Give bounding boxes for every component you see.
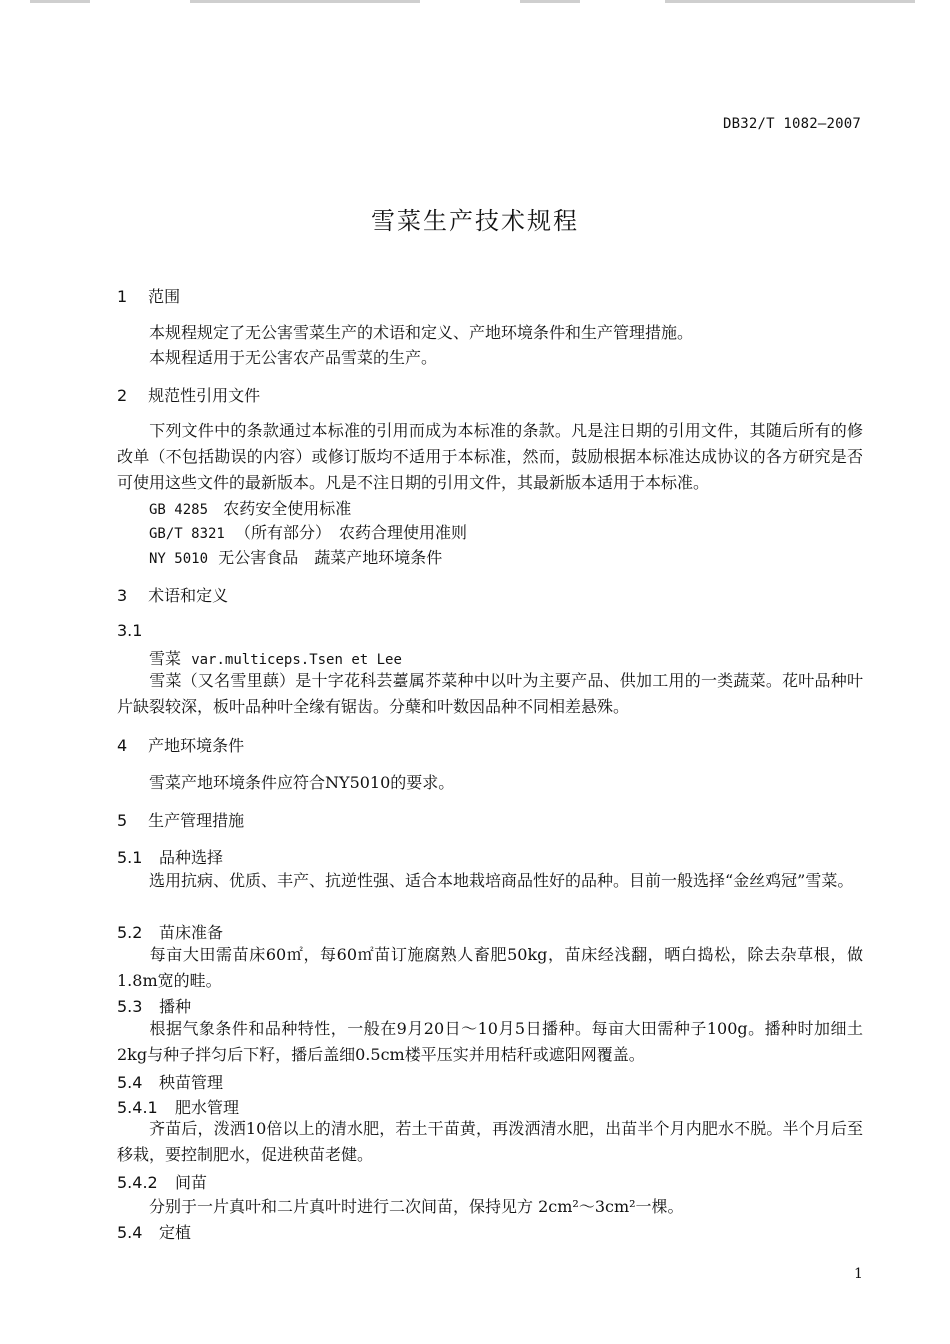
term-line bbox=[149, 646, 402, 669]
section-title: 术语和定义 bbox=[148, 586, 229, 605]
section-heading-4 bbox=[117, 733, 244, 756]
reference-code: GB/T 8321 bbox=[149, 526, 225, 542]
paragraph: 选用抗病、优质、丰产、抗逆性强、适合本地栽培商品性好的品种。目前一般选择“金丝鸡冠”雪菜。 bbox=[149, 871, 854, 890]
paragraph: 分别于一片真叶和二片真叶时进行二次间苗，保持见方 2cm²～3cm²一棵。 bbox=[149, 1197, 684, 1216]
section-number: 5 bbox=[117, 811, 128, 830]
paragraph: 雪菜产地环境条件应符合NY5010的要求。 bbox=[149, 773, 455, 792]
reference-name: 农药安全使用标准 bbox=[223, 499, 352, 518]
paragraph: 下列文件中的条款通过本标准的引用而成为本标准的条款。凡是注日期的引用文件，其随后所有的修改单（不包括勘误的内容）或修订版均不适用于本标准，然而，鼓励根据本标准达成协议的各方研究是否可使用这些文件的最新版本。凡是不注日期的引用文件，其最新版本适用于本标准。 bbox=[117, 421, 863, 492]
section-heading-2 bbox=[117, 383, 260, 406]
reference-item bbox=[149, 496, 351, 519]
subsection-number: 3.1 bbox=[117, 621, 143, 640]
section-number: 3 bbox=[117, 586, 128, 605]
section-title: 产地环境条件 bbox=[148, 736, 245, 755]
document-title: 雪菜生产技术规程 bbox=[371, 207, 579, 235]
paragraph: 根据气象条件和品种特性，一般在9月20日～10月5日播种。每亩大田需种子100g。播种时加细土2kg与种子拌匀后下籽，播后盖细0.5cm楼平压实并用桔秆或遮阳网覆盖。 bbox=[117, 1019, 863, 1064]
subsection-heading-5-4-2: 5.4.2 间苗 bbox=[117, 1173, 208, 1192]
term-chinese: 雪菜 bbox=[149, 649, 182, 668]
reference-code: NY 5010 bbox=[149, 551, 209, 567]
reference-name: （所有部分） 农药合理使用准则 bbox=[235, 523, 468, 542]
term-definition: 雪菜（又名雪里蕻）是十字花科芸薹属芥菜种中以叶为主要产品、供加工用的一类蔬菜。花叶品种叶片缺裂较深，板叶品种叶全缘有锯齿。分蘖和叶数因品种不同相差悬殊。 bbox=[117, 671, 863, 716]
subsection-heading-5-1: 5.1 品种选择 bbox=[117, 848, 224, 867]
subsection-heading-5-4-b: 5.4 定植 bbox=[117, 1223, 192, 1242]
section-number: 1 bbox=[117, 287, 128, 306]
section-number: 4 bbox=[117, 736, 128, 755]
subsection-heading-5-3: 5.3 播种 bbox=[117, 997, 192, 1016]
reference-name: 无公害食品 蔬菜产地环境条件 bbox=[218, 548, 443, 567]
reference-item bbox=[149, 545, 442, 568]
paragraph: 齐苗后，泼洒10倍以上的清水肥，若土干苗黄，再泼洒清水肥，出苗半个月内肥水不脱。半个月后至移栽，要控制肥水，促进秧苗老健。 bbox=[117, 1119, 863, 1164]
section-number: 2 bbox=[117, 386, 128, 405]
section-title: 生产管理措施 bbox=[148, 811, 245, 830]
subsection-heading-5-4: 5.4 秧苗管理 bbox=[117, 1073, 224, 1092]
paragraph: 本规程规定了无公害雪菜生产的术语和定义、产地环境条件和生产管理措施。 bbox=[149, 323, 694, 342]
subsection-heading-5-4-1: 5.4.1 肥水管理 bbox=[117, 1098, 240, 1117]
reference-item bbox=[149, 520, 467, 543]
page-number: 1 bbox=[854, 1266, 863, 1282]
term-latin: var.multiceps.Tsen et Lee bbox=[191, 652, 402, 668]
reference-code: GB 4285 bbox=[149, 502, 209, 518]
paragraph: 本规程适用于无公害农产品雪菜的生产。 bbox=[149, 348, 438, 367]
standard-code: DB32/T 1082—2007 bbox=[722, 116, 861, 132]
scan-artifact bbox=[0, 0, 950, 6]
section-title: 规范性引用文件 bbox=[148, 386, 261, 405]
section-title: 范围 bbox=[148, 287, 181, 306]
section-heading-3 bbox=[117, 583, 228, 606]
section-heading-5 bbox=[117, 808, 244, 831]
paragraph: 每亩大田需苗床60㎡，每60㎡苗订施腐熟人畜肥50kg，苗床经浅翻，晒白捣松，除去杂草根，做1.8m宽的畦。 bbox=[117, 945, 863, 990]
subsection-heading-5-2: 5.2 苗床准备 bbox=[117, 923, 224, 942]
section-heading-1 bbox=[117, 284, 180, 307]
